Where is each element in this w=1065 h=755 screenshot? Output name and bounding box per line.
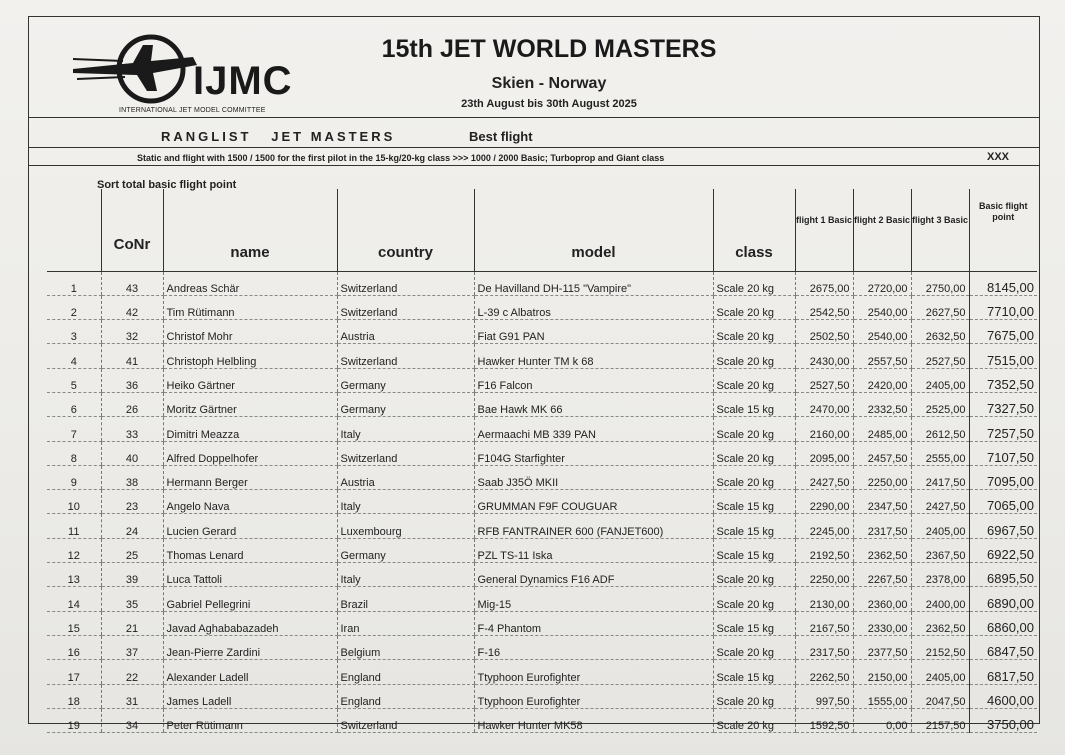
model-cell: GRUMMAN F9F COUGUAR bbox=[474, 490, 713, 514]
flight2-cell: 2540,00 bbox=[853, 295, 911, 319]
flight1-cell: 2542,50 bbox=[795, 295, 853, 319]
flight3-cell: 2750,00 bbox=[911, 271, 969, 295]
table-row bbox=[47, 587, 1037, 611]
total-cell: 6922,50 bbox=[969, 538, 1037, 562]
country-cell: Italy bbox=[337, 417, 474, 441]
rank-cell: 9 bbox=[47, 465, 101, 489]
flight1-cell: 2470,00 bbox=[795, 392, 853, 416]
class-cell: Scale 15 kg bbox=[713, 538, 795, 562]
page-title: 15th JET WORLD MASTERS bbox=[381, 35, 717, 63]
flight1-cell: 2675,00 bbox=[795, 271, 853, 295]
model-cell: Ttyphoon Eurofighter bbox=[474, 660, 713, 684]
rank-cell: 1 bbox=[47, 271, 101, 295]
model-cell: Aermaachi MB 339 PAN bbox=[474, 417, 713, 441]
conr-cell: 42 bbox=[101, 295, 163, 319]
flight1-cell: 2317,50 bbox=[795, 635, 853, 659]
country-cell: Brazil bbox=[337, 587, 474, 611]
conr-cell: 32 bbox=[101, 320, 163, 344]
flight1-cell: 2262,50 bbox=[795, 660, 853, 684]
rank-cell: 7 bbox=[47, 417, 101, 441]
ranglist-label: RANGLIST JET MASTERS bbox=[161, 129, 396, 144]
name-cell: Heiko Gärtner bbox=[163, 368, 337, 392]
country-cell: Switzerland bbox=[337, 344, 474, 368]
rank-cell: 6 bbox=[47, 392, 101, 416]
rank-cell: 18 bbox=[47, 684, 101, 708]
col-flight1: flight 1 Basic bbox=[795, 189, 853, 271]
flight1-cell: 2427,50 bbox=[795, 465, 853, 489]
total-cell: 3750,00 bbox=[969, 708, 1037, 732]
flight2-cell: 2420,00 bbox=[853, 368, 911, 392]
model-cell: Fiat G91 PAN bbox=[474, 320, 713, 344]
table-row bbox=[47, 538, 1037, 562]
conr-cell: 31 bbox=[101, 684, 163, 708]
flight2-cell: 2330,00 bbox=[853, 611, 911, 635]
country-cell: England bbox=[337, 684, 474, 708]
col-model: model bbox=[474, 189, 713, 271]
model-cell: F104G Starfighter bbox=[474, 441, 713, 465]
logo-text: IJMC bbox=[193, 59, 293, 103]
best-flight-label: Best flight bbox=[469, 129, 533, 144]
ranking-sheet bbox=[28, 16, 1040, 733]
flight2-cell: 2332,50 bbox=[853, 392, 911, 416]
xxx-mark: XXX bbox=[987, 151, 1010, 163]
flight2-cell: 0,00 bbox=[853, 708, 911, 732]
total-cell: 7065,00 bbox=[969, 490, 1037, 514]
flight3-cell: 2632,50 bbox=[911, 320, 969, 344]
event-dates: 23th August bis 30th August 2025 bbox=[461, 98, 637, 110]
flight3-cell: 2362,50 bbox=[911, 611, 969, 635]
flight1-cell: 2430,00 bbox=[795, 344, 853, 368]
model-cell: Bae Hawk MK 66 bbox=[474, 392, 713, 416]
name-cell: Tim Rütimann bbox=[163, 295, 337, 319]
flight3-cell: 2405,00 bbox=[911, 368, 969, 392]
table-row bbox=[47, 392, 1037, 416]
model-cell: Ttyphoon Eurofighter bbox=[474, 684, 713, 708]
total-cell: 7327,50 bbox=[969, 392, 1037, 416]
conr-cell: 41 bbox=[101, 344, 163, 368]
flight2-cell: 2457,50 bbox=[853, 441, 911, 465]
model-cell: Mig-15 bbox=[474, 587, 713, 611]
model-cell: Hawker Hunter MK58 bbox=[474, 708, 713, 732]
class-cell: Scale 20 kg bbox=[713, 635, 795, 659]
flight2-cell: 2557,50 bbox=[853, 344, 911, 368]
col-flight2: flight 2 Basic bbox=[853, 189, 911, 271]
total-cell: 8145,00 bbox=[969, 271, 1037, 295]
name-cell: Luca Tattoli bbox=[163, 563, 337, 587]
flight1-cell: 997,50 bbox=[795, 684, 853, 708]
flight3-cell: 2427,50 bbox=[911, 490, 969, 514]
flight3-cell: 2405,00 bbox=[911, 660, 969, 684]
table-row bbox=[47, 514, 1037, 538]
col-name: name bbox=[163, 189, 337, 271]
ranglist-row bbox=[29, 129, 1039, 147]
table-row bbox=[47, 441, 1037, 465]
country-cell: Belgium bbox=[337, 635, 474, 659]
flight2-cell: 2362,50 bbox=[853, 538, 911, 562]
flight3-cell: 2525,00 bbox=[911, 392, 969, 416]
conr-cell: 39 bbox=[101, 563, 163, 587]
table-row bbox=[47, 563, 1037, 587]
conr-cell: 34 bbox=[101, 708, 163, 732]
flight1-cell: 2245,00 bbox=[795, 514, 853, 538]
total-cell: 7095,00 bbox=[969, 465, 1037, 489]
flight2-cell: 2267,50 bbox=[853, 563, 911, 587]
table-row bbox=[47, 708, 1037, 732]
rank-cell: 5 bbox=[47, 368, 101, 392]
country-cell: Germany bbox=[337, 368, 474, 392]
model-cell: F-16 bbox=[474, 635, 713, 659]
rank-cell: 17 bbox=[47, 660, 101, 684]
class-cell: Scale 15 kg bbox=[713, 611, 795, 635]
flight3-cell: 2627,50 bbox=[911, 295, 969, 319]
divider bbox=[29, 165, 1039, 166]
country-cell: Switzerland bbox=[337, 708, 474, 732]
conr-cell: 37 bbox=[101, 635, 163, 659]
model-cell: RFB FANTRAINER 600 (FANJET600) bbox=[474, 514, 713, 538]
flight3-cell: 2405,00 bbox=[911, 514, 969, 538]
class-cell: Scale 15 kg bbox=[713, 514, 795, 538]
table-row bbox=[47, 611, 1037, 635]
rank-cell: 15 bbox=[47, 611, 101, 635]
name-cell: Lucien Gerard bbox=[163, 514, 337, 538]
model-cell: F16 Falcon bbox=[474, 368, 713, 392]
col-flight3: flight 3 Basic bbox=[911, 189, 969, 271]
name-cell: Hermann Berger bbox=[163, 465, 337, 489]
table-row bbox=[47, 417, 1037, 441]
model-cell: Saab J35Ö MKII bbox=[474, 465, 713, 489]
table-row bbox=[47, 635, 1037, 659]
country-cell: Italy bbox=[337, 490, 474, 514]
col-class: class bbox=[713, 189, 795, 271]
header-box bbox=[29, 17, 1039, 118]
rank-cell: 11 bbox=[47, 514, 101, 538]
flight2-cell: 2250,00 bbox=[853, 465, 911, 489]
total-cell: 6967,50 bbox=[969, 514, 1037, 538]
class-cell: Scale 20 kg bbox=[713, 708, 795, 732]
flight3-cell: 2047,50 bbox=[911, 684, 969, 708]
conr-cell: 36 bbox=[101, 368, 163, 392]
total-cell: 7107,50 bbox=[969, 441, 1037, 465]
total-cell: 7352,50 bbox=[969, 368, 1037, 392]
conr-cell: 43 bbox=[101, 271, 163, 295]
flight3-cell: 2400,00 bbox=[911, 587, 969, 611]
class-cell: Scale 20 kg bbox=[713, 417, 795, 441]
rank-cell: 2 bbox=[47, 295, 101, 319]
model-cell: Hawker Hunter TM k 68 bbox=[474, 344, 713, 368]
flight2-cell: 2317,50 bbox=[853, 514, 911, 538]
conr-cell: 22 bbox=[101, 660, 163, 684]
total-cell: 7515,00 bbox=[969, 344, 1037, 368]
flight3-cell: 2527,50 bbox=[911, 344, 969, 368]
flight1-cell: 2160,00 bbox=[795, 417, 853, 441]
flight1-cell: 2290,00 bbox=[795, 490, 853, 514]
name-cell: Thomas Lenard bbox=[163, 538, 337, 562]
class-cell: Scale 20 kg bbox=[713, 441, 795, 465]
total-cell: 6860,00 bbox=[969, 611, 1037, 635]
jet-emblem-icon bbox=[73, 29, 203, 109]
total-cell: 6895,50 bbox=[969, 563, 1037, 587]
total-cell: 7675,00 bbox=[969, 320, 1037, 344]
flight1-cell: 1592,50 bbox=[795, 708, 853, 732]
class-cell: Scale 15 kg bbox=[713, 490, 795, 514]
flight3-cell: 2157,50 bbox=[911, 708, 969, 732]
name-cell: Alfred Doppelhofer bbox=[163, 441, 337, 465]
name-cell: Christoph Helbling bbox=[163, 344, 337, 368]
class-cell: Scale 15 kg bbox=[713, 392, 795, 416]
name-cell: Andreas Schär bbox=[163, 271, 337, 295]
divider bbox=[29, 147, 1039, 148]
table-row bbox=[47, 465, 1037, 489]
rank-cell: 8 bbox=[47, 441, 101, 465]
table-row bbox=[47, 344, 1037, 368]
flight3-cell: 2612,50 bbox=[911, 417, 969, 441]
table-row bbox=[47, 368, 1037, 392]
flight2-cell: 2360,00 bbox=[853, 587, 911, 611]
conr-cell: 23 bbox=[101, 490, 163, 514]
conr-cell: 38 bbox=[101, 465, 163, 489]
name-cell: Moritz Gärtner bbox=[163, 392, 337, 416]
total-cell: 7257,50 bbox=[969, 417, 1037, 441]
total-cell: 4600,00 bbox=[969, 684, 1037, 708]
flight3-cell: 2378,00 bbox=[911, 563, 969, 587]
class-cell: Scale 20 kg bbox=[713, 563, 795, 587]
rank-cell: 3 bbox=[47, 320, 101, 344]
name-cell: Christof Mohr bbox=[163, 320, 337, 344]
flight2-cell: 2485,00 bbox=[853, 417, 911, 441]
class-cell: Scale 20 kg bbox=[713, 271, 795, 295]
flight1-cell: 2167,50 bbox=[795, 611, 853, 635]
country-cell: Italy bbox=[337, 563, 474, 587]
country-cell: England bbox=[337, 660, 474, 684]
class-cell: Scale 20 kg bbox=[713, 320, 795, 344]
flight2-cell: 2347,50 bbox=[853, 490, 911, 514]
name-cell: Gabriel Pellegrini bbox=[163, 587, 337, 611]
flight1-cell: 2527,50 bbox=[795, 368, 853, 392]
flight2-cell: 2720,00 bbox=[853, 271, 911, 295]
class-cell: Scale 20 kg bbox=[713, 465, 795, 489]
table-header-row bbox=[47, 189, 1037, 271]
model-cell: De Havilland DH-115 "Vampire" bbox=[474, 271, 713, 295]
table-row bbox=[47, 490, 1037, 514]
flight3-cell: 2417,50 bbox=[911, 465, 969, 489]
flight3-cell: 2152,50 bbox=[911, 635, 969, 659]
model-cell: PZL TS-11 Iska bbox=[474, 538, 713, 562]
table-row bbox=[47, 271, 1037, 295]
conr-cell: 35 bbox=[101, 587, 163, 611]
logo-subtitle: INTERNATIONAL JET MODEL COMMITTEE bbox=[119, 107, 266, 114]
model-cell: L-39 c Albatros bbox=[474, 295, 713, 319]
rank-cell: 13 bbox=[47, 563, 101, 587]
rank-cell: 10 bbox=[47, 490, 101, 514]
name-cell: Alexander Ladell bbox=[163, 660, 337, 684]
class-cell: Scale 20 kg bbox=[713, 295, 795, 319]
model-cell: F-4 Phantom bbox=[474, 611, 713, 635]
country-cell: Switzerland bbox=[337, 441, 474, 465]
conr-cell: 26 bbox=[101, 392, 163, 416]
rank-cell: 4 bbox=[47, 344, 101, 368]
model-cell: General Dynamics F16 ADF bbox=[474, 563, 713, 587]
sort-note: Sort total basic flight point bbox=[97, 179, 237, 191]
country-cell: Austria bbox=[337, 320, 474, 344]
conr-cell: 21 bbox=[101, 611, 163, 635]
results-table bbox=[47, 189, 1037, 733]
name-cell: Dimitri Meazza bbox=[163, 417, 337, 441]
country-cell: Austria bbox=[337, 465, 474, 489]
country-cell: Switzerland bbox=[337, 271, 474, 295]
class-cell: Scale 20 kg bbox=[713, 368, 795, 392]
flight3-cell: 2367,50 bbox=[911, 538, 969, 562]
flight1-cell: 2502,50 bbox=[795, 320, 853, 344]
class-cell: Scale 20 kg bbox=[713, 684, 795, 708]
name-cell: James Ladell bbox=[163, 684, 337, 708]
flight2-cell: 2150,00 bbox=[853, 660, 911, 684]
col-rank bbox=[47, 189, 101, 271]
rank-cell: 19 bbox=[47, 708, 101, 732]
total-cell: 6817,50 bbox=[969, 660, 1037, 684]
total-cell: 6890,00 bbox=[969, 587, 1037, 611]
class-cell: Scale 15 kg bbox=[713, 660, 795, 684]
name-cell: Javad Aghababazadeh bbox=[163, 611, 337, 635]
rules-note: Static and flight with 1500 / 1500 for the first pilot in the 15-kg/20-kg class >>> 1000 / 2000 Basic; Turboprop and Giant class bbox=[137, 153, 665, 163]
flight2-cell: 1555,00 bbox=[853, 684, 911, 708]
conr-cell: 40 bbox=[101, 441, 163, 465]
name-cell: Angelo Nava bbox=[163, 490, 337, 514]
col-conr: CoNr bbox=[101, 189, 163, 271]
flight1-cell: 2095,00 bbox=[795, 441, 853, 465]
table-row bbox=[47, 684, 1037, 708]
event-location: Skien - Norway bbox=[491, 75, 607, 92]
col-country: country bbox=[337, 189, 474, 271]
table-row bbox=[47, 295, 1037, 319]
flight1-cell: 2192,50 bbox=[795, 538, 853, 562]
flight1-cell: 2130,00 bbox=[795, 587, 853, 611]
table-row bbox=[47, 320, 1037, 344]
name-cell: Peter Rütimann bbox=[163, 708, 337, 732]
conr-cell: 25 bbox=[101, 538, 163, 562]
country-cell: Iran bbox=[337, 611, 474, 635]
country-cell: Switzerland bbox=[337, 295, 474, 319]
ijmc-logo bbox=[73, 29, 303, 115]
table-row bbox=[47, 660, 1037, 684]
country-cell: Luxembourg bbox=[337, 514, 474, 538]
class-cell: Scale 20 kg bbox=[713, 344, 795, 368]
conr-cell: 33 bbox=[101, 417, 163, 441]
conr-cell: 24 bbox=[101, 514, 163, 538]
country-cell: Germany bbox=[337, 392, 474, 416]
flight2-cell: 2377,50 bbox=[853, 635, 911, 659]
flight3-cell: 2555,00 bbox=[911, 441, 969, 465]
name-cell: Jean-Pierre Zardini bbox=[163, 635, 337, 659]
total-cell: 6847,50 bbox=[969, 635, 1037, 659]
class-cell: Scale 20 kg bbox=[713, 587, 795, 611]
country-cell: Germany bbox=[337, 538, 474, 562]
rank-cell: 14 bbox=[47, 587, 101, 611]
rank-cell: 12 bbox=[47, 538, 101, 562]
total-cell: 7710,00 bbox=[969, 295, 1037, 319]
flight2-cell: 2540,00 bbox=[853, 320, 911, 344]
flight1-cell: 2250,00 bbox=[795, 563, 853, 587]
col-total: Basic flight point bbox=[969, 189, 1037, 271]
rank-cell: 16 bbox=[47, 635, 101, 659]
